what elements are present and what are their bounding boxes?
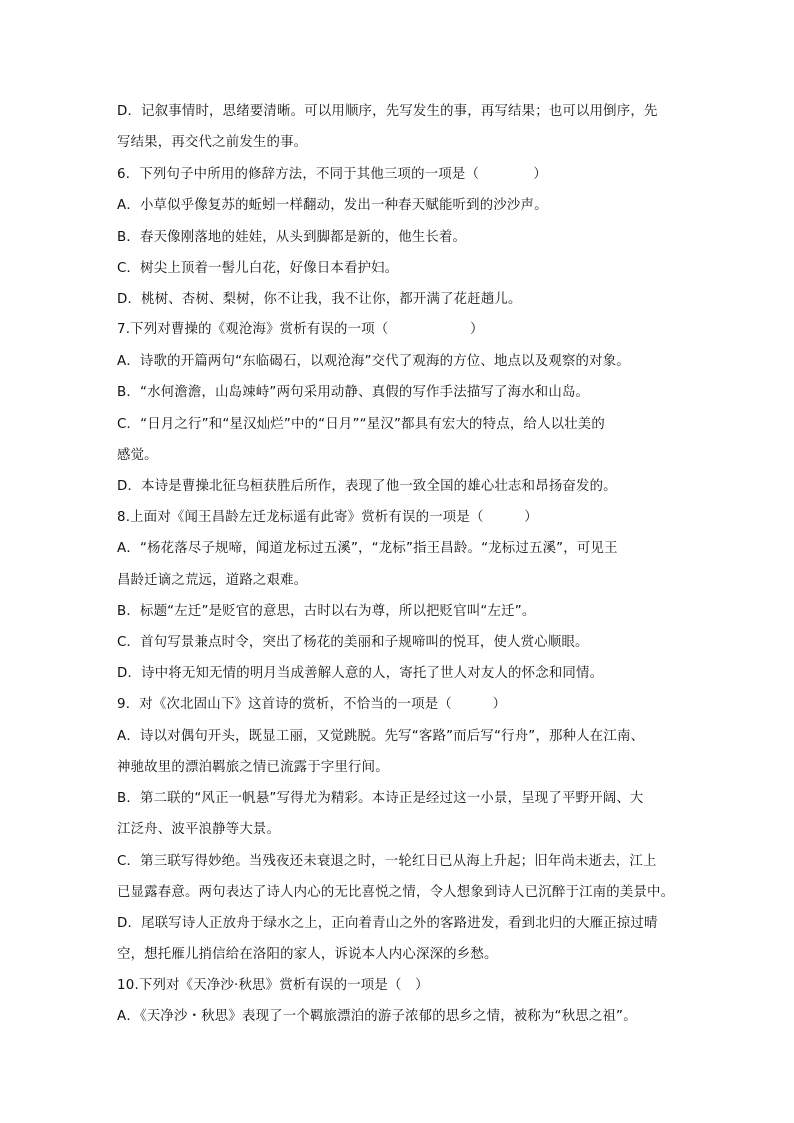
- option-d: D．桃树、杏树、梨树，你不让我，我不让你，都开满了花赶趟儿。: [117, 292, 522, 307]
- text-line: 空，想托雁儿捎信给在洛阳的家人，诉说本人内心深深的乡愁。: [117, 947, 498, 962]
- option-c: C．首句写景兼点时令，突出了杨花的美丽和子规啼叫的悦耳，使人赏心顺眼。: [117, 635, 589, 650]
- text-line: 神驰故里的漂泊羁旅之情已流露于字里行间。: [117, 760, 389, 775]
- option-a: A．诗以对偶句开头，既显工丽，又觉跳脱。先写“客路”而后写“行舟”，那种人在江南、: [117, 729, 645, 744]
- text-line: 江泛舟、波平浪静等大景。: [117, 822, 281, 837]
- text-line: 感觉。: [117, 448, 158, 463]
- option-b: B．“水何澹澹，山岛竦峙”两句采用动静、真假的写作手法描写了海水和山岛。: [117, 385, 590, 400]
- option-b: B．标题“左迁”是贬官的意思，古时以右为尊，所以把贬官叫“左迁”。: [117, 604, 536, 619]
- text-line: 写结果，再交代之前发生的事。: [117, 135, 308, 150]
- text-line: D．记叙事情时，思绪要清晰。可以用顺序，先写发生的事，再写结果；也可以用倒序，先: [117, 104, 658, 119]
- question-7: 7.下列对曹操的《观沧海》赏析有误的一项（ ）: [117, 322, 484, 337]
- option-b: B．第二联的“风正一帆悬”写得尤为精彩。本诗正是经过这一小景，呈现了平野开阔、大: [117, 791, 644, 806]
- question-8: 8.上面对《闻王昌龄左迁龙标遥有此寄》赏析有误的一项是（ ）: [117, 510, 538, 525]
- option-d: D．诗中将无知无情的明月当成善解人意的人，寄托了世人对友人的怀念和同情。: [117, 666, 604, 681]
- option-b: B．春天像刚落地的娃娃，从头到脚都是新的，他生长着。: [117, 230, 467, 245]
- option-d: D．尾联写诗人正放舟于绿水之上，正向着青山之外的客路进发，看到北归的大雁正掠过晴: [117, 916, 658, 931]
- question-6: 6．下列句子中所用的修辞方法，不同于其他三项的一项是（ ）: [117, 167, 548, 182]
- question-10: 10.下列对《天净沙·秋思》赏析有误的一项是（ ）: [117, 978, 429, 993]
- option-c: C．第三联写得妙绝。当残夜还未衰退之时，一轮红日已从海上升起；旧年尚未逝去，江上: [117, 854, 657, 869]
- option-a: A．“杨花落尽子规啼，闻道龙标过五溪”，“龙标”指王昌龄。“龙标过五溪”，可见王: [117, 541, 618, 556]
- text-line: 昌龄迁谪之荒远，道路之艰难。: [117, 573, 308, 588]
- option-a: A．《天净沙・秋思》表现了一个羁旅漂泊的游子浓郁的思乡之情，被称为“秋思之祖”。: [117, 1009, 637, 1024]
- option-c: C．树尖上顶着一髻儿白花，好像日本看护妇。: [117, 261, 399, 276]
- text-line: 已显露春意。两句表达了诗人内心的无比喜悦之情，令人想象到诗人已沉醉于江南的美景中。: [117, 885, 675, 900]
- option-a: A．诗歌的开篇两句“东临碣石，以观沧海”交代了观海的方位、地点以及观察的对象。: [117, 354, 630, 369]
- option-a: A．小草似乎像复苏的蚯蚓一样翻动，发出一种春天赋能听到的沙沙声。: [117, 198, 548, 213]
- question-9: 9．对《次北固山下》这首诗的赏析，不恰当的一项是（ ）: [117, 697, 507, 712]
- option-c: C．“日月之行”和“星汉灿烂”中的“日月”“星汉”都具有宏大的特点，给人以壮美的: [117, 417, 605, 432]
- option-d: D．本诗是曹操北征乌桓获胜后所作，表现了他一致全国的雄心壮志和昂扬奋发的。: [117, 479, 617, 494]
